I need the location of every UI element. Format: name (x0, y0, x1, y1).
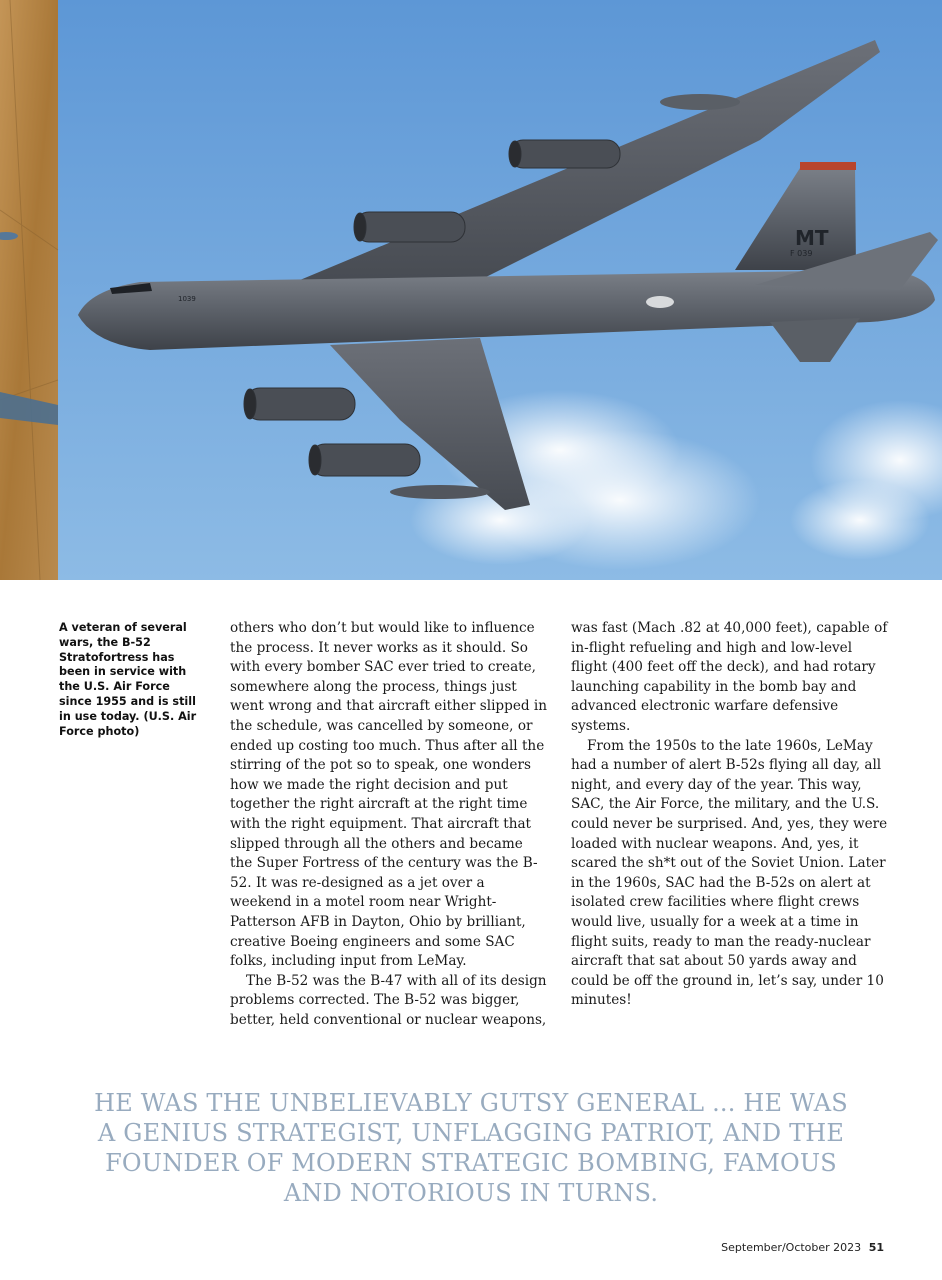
pull-quote: HE WAS THE UNBELIEVABLY GUTSY GENERAL ... HE WAS A GENIUS STRATEGIST, UNFLAGGING PATRIOT, AND THE FOUNDER OF MODERN STRATEGIC BOMBING, FAMOUS AND NOTORIOUS IN TURNS. (94, 1089, 848, 1207)
article-paragraph: others who don’t but would like to influence the process. It never works as it should. So with every bomber SAC ever tried to create, somewhere along the process, things just went wrong and that aircraft either slipped in the schedule, was cancelled by someone, or ended up costing too much. Thus after all the stirring of the pot so to speak, one wonders how we made the right decision and put together the right aircraft at the right time with the right equipment. That aircraft that slipped through all the others and became the Super Fortress of the century was the B-52. It was re-designed as a jet over a weekend in a motel room near Wright-Patterson AFB in Dayton, Ohio by brilliant, creative Boeing engineers and some SAC folks, including input from LeMay. (230, 620, 548, 970)
ground-strip (0, 0, 58, 580)
nose-number: 1039 (178, 295, 196, 303)
page-number: 51 (868, 1241, 884, 1254)
tail-number: F 039 (790, 249, 813, 258)
issue-date: September/October 2023 (721, 1241, 862, 1254)
tail-code: MT (795, 226, 829, 250)
article-column-1 (230, 619, 548, 1030)
b52-illustration (0, 0, 942, 580)
article-paragraph: was fast (Mach .82 at 40,000 feet), capable of in-flight refueling and high and low-level flight (400 feet off the deck), and had rotary launching capability in the bomb bay and advanced electronic warfare defensive systems. (571, 620, 888, 734)
article-paragraph: From the 1950s to the late 1960s, LeMay had a number of alert B-52s flying all day, all night, and every day of the year. This way, SAC, the Air Force, the military, and the U.S. could never be surprised. And, yes, they were loaded with nuclear weapons. And, yes, it scared the sh*t out of the Soviet Union. Later in the 1960s, SAC had the B-52s on alert at isolated crew facilities where flight crews would live, usually for a week at a time in flight suits, ready to man the ready-nuclear aircraft that sat about 50 yards away and could be off the ground in, let’s say, under 10 minutes! (571, 737, 888, 1009)
page-footer (721, 1241, 884, 1254)
b52-photo (0, 0, 942, 580)
article-paragraph: The B-52 was the B-47 with all of its design problems corrected. The B-52 was bigger, better, held conventional or nuclear weapons, (230, 972, 547, 1028)
article-column-2 (571, 619, 889, 1011)
photo-caption: A veteran of several wars, the B-52 Stratofortress has been in service with the U.S. Air Force since 1955 and is still in use today. (U.S. Air Force photo) (59, 621, 197, 738)
